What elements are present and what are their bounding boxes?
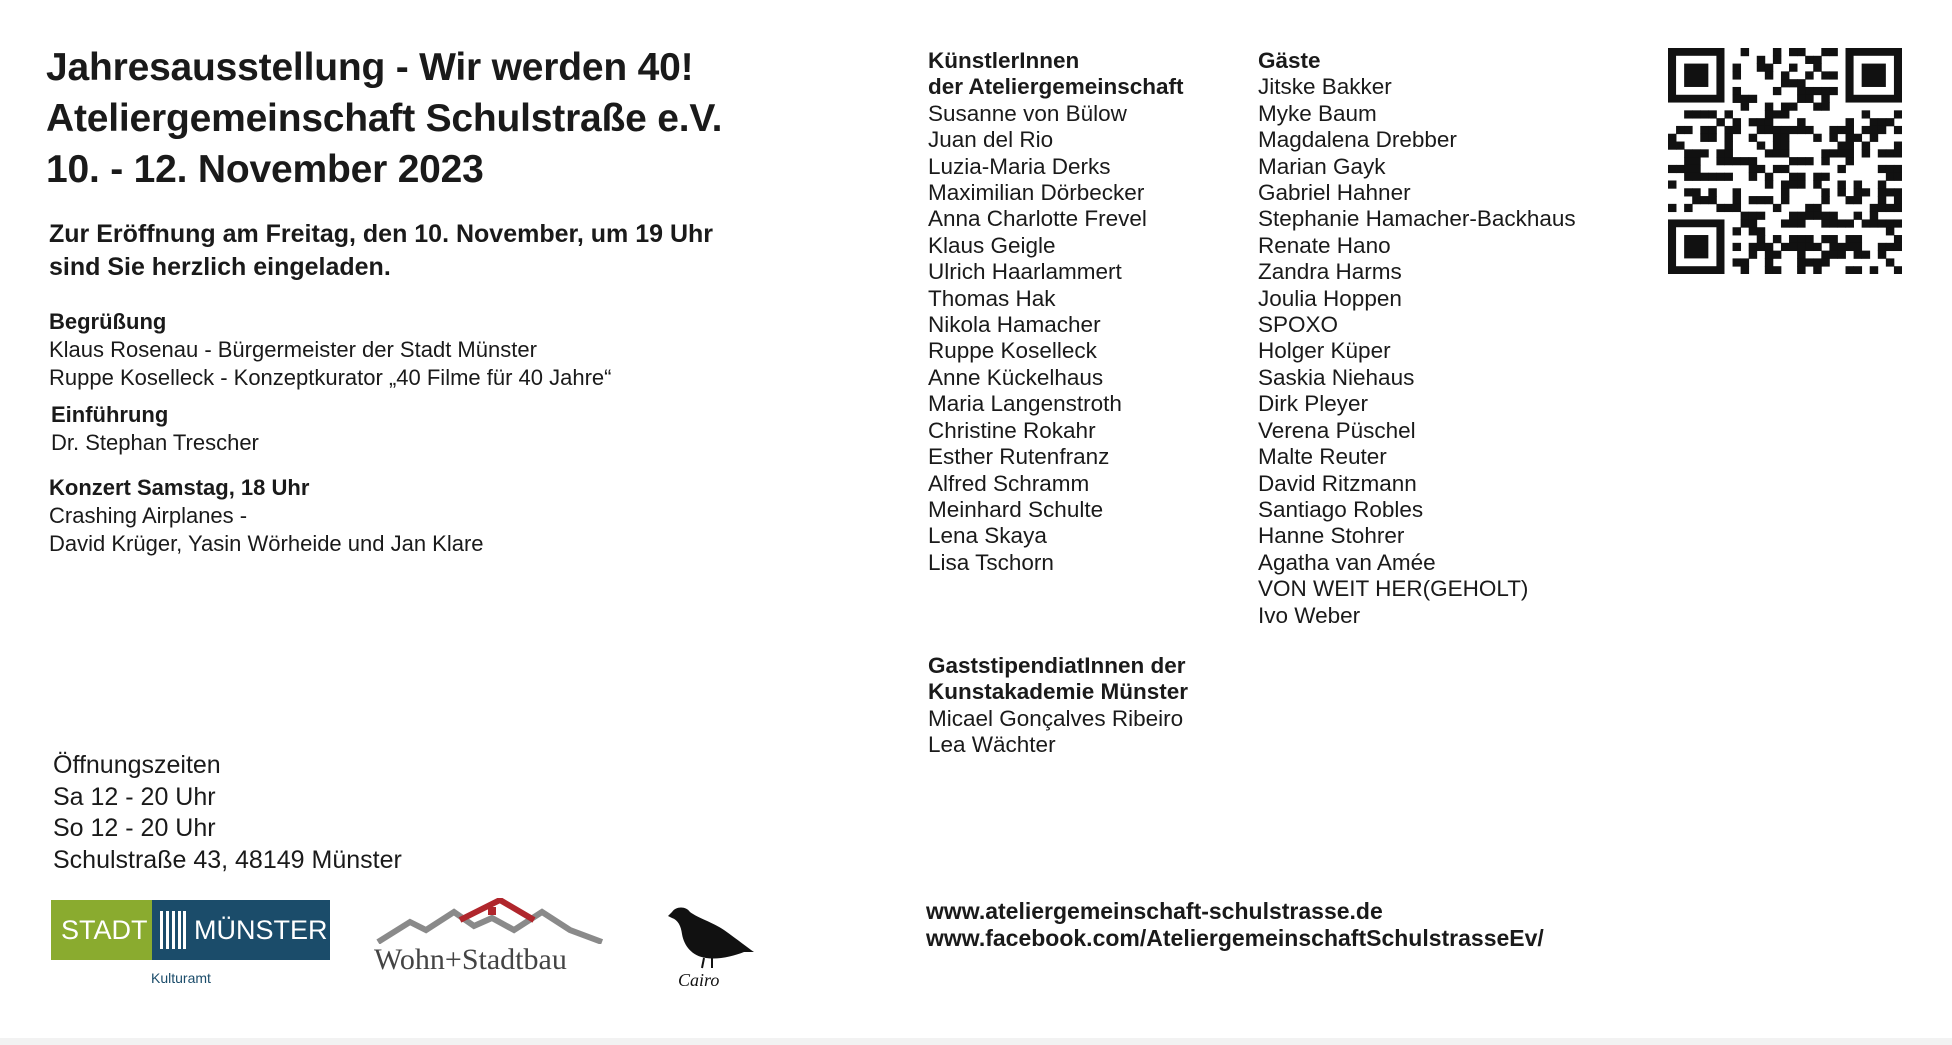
person-name: Lisa Tschorn: [928, 549, 1054, 575]
person-name: Micael Gonçalves Ribeiro: [928, 705, 1184, 731]
invitation-line-2: sind Sie herzlich eingeladen.: [49, 253, 391, 281]
person-name: Holger Küper: [1258, 338, 1391, 364]
person-name: Nikola Hamacher: [928, 312, 1101, 338]
introduction-section: [51, 401, 259, 457]
person-name: Maximilian Dörbecker: [928, 180, 1145, 206]
person-name: Gabriel Hahner: [1258, 180, 1411, 206]
invitation-line-1: Zur Eröffnung am Freitag, den 10. November, um 19 Uhr: [49, 220, 714, 248]
website-link[interactable]: www.ateliergemeinschaft-schulstrasse.de: [926, 898, 1383, 924]
person-name: Luzia-Maria Derks: [928, 153, 1111, 179]
artists-heading: KünstlerInnen: [928, 48, 1080, 73]
person-name: Saskia Niehaus: [1258, 364, 1415, 390]
person-name: Alfred Schramm: [928, 470, 1090, 496]
person-name: Ulrich Haarlammert: [928, 259, 1122, 285]
person-name: Myke Baum: [1258, 100, 1377, 126]
person-name: Lea Wächter: [928, 732, 1056, 758]
person-name: SPOXO: [1258, 312, 1339, 338]
greeting-section: [49, 308, 611, 392]
person-name: Agatha van Amée: [1258, 549, 1436, 575]
guests-heading: Gäste: [1258, 48, 1321, 73]
title-block: [46, 42, 722, 195]
title-line-1: Jahresausstellung - Wir werden 40!: [46, 46, 694, 89]
person-name: Anne Kückelhaus: [928, 364, 1104, 390]
scholars-heading: Kunstakademie Münster: [928, 679, 1189, 705]
bird-logo-icon: [668, 900, 758, 990]
person-name: Susanne von Bülow: [928, 100, 1127, 126]
address: Schulstraße 43, 48149 Münster: [53, 846, 402, 875]
person-name: Anna Charlotte Frevel: [928, 206, 1147, 232]
person-name: Stephanie Hamacher-Backhaus: [1258, 206, 1576, 232]
person-name: David Ritzmann: [1258, 470, 1417, 496]
title-line-3: 10. - 12. November 2023: [46, 148, 484, 191]
links-block: [926, 898, 1544, 952]
wohn-stadtbau-text: Wohn+Stadtbau: [374, 943, 567, 976]
opening-hours-label: Öffnungszeiten: [53, 751, 221, 779]
concert-section: [49, 474, 484, 558]
person-name: Marian Gayk: [1258, 153, 1386, 179]
artists-list: [928, 48, 1184, 576]
stadt-logo-right: MÜNSTER: [194, 915, 328, 945]
greeting-line: Klaus Rosenau - Bürgermeister der Stadt Münster: [49, 337, 537, 362]
opening-hours-saturday: Sa 12 - 20 Uhr: [53, 782, 216, 811]
concert-line: Crashing Airplanes -: [49, 503, 248, 528]
person-name: Verena Püschel: [1258, 417, 1416, 443]
qr-code-image: [1668, 48, 1902, 274]
person-name: Esther Rutenfranz: [928, 444, 1110, 470]
person-name: Meinhard Schulte: [928, 496, 1104, 522]
wohn-stadtbau-logo: [374, 898, 606, 978]
bottom-edge: [0, 1038, 1952, 1045]
person-name: Juan del Rio: [928, 127, 1054, 153]
greeting-label: Begrüßung: [49, 309, 167, 334]
person-name: Ivo Weber: [1258, 602, 1361, 628]
person-name: Renate Hano: [1258, 232, 1391, 258]
person-name: VON WEIT HER(GEHOLT): [1258, 576, 1529, 602]
introduction-label: Einführung: [51, 402, 169, 427]
person-name: Malte Reuter: [1258, 444, 1387, 470]
bird-signature: Cairo: [678, 970, 720, 990]
opening-hours-sunday: So 12 - 20 Uhr: [53, 814, 216, 843]
concert-label: Konzert Samstag, 18 Uhr: [49, 475, 310, 500]
title-line-2: Ateliergemeinschaft Schulstraße e.V.: [46, 97, 723, 140]
person-name: Magdalena Drebber: [1258, 127, 1457, 153]
person-name: Santiago Robles: [1258, 496, 1424, 522]
greeting-line: Ruppe Koselleck - Konzeptkurator „40 Filme für 40 Jahre“: [49, 365, 612, 390]
person-name: Christine Rokahr: [928, 417, 1096, 443]
person-name: Joulia Hoppen: [1258, 285, 1402, 311]
stadt-emblem-icon: [160, 909, 186, 951]
concert-line: David Krüger, Yasin Wörheide und Jan Klare: [49, 531, 484, 556]
person-name: Thomas Hak: [928, 285, 1056, 311]
houses-roof-icon: [374, 898, 606, 944]
person-name: Maria Langenstroth: [928, 391, 1122, 417]
scholars-heading: GaststipendiatInnen der: [928, 653, 1186, 678]
stadt-logo-left: STADT: [51, 900, 152, 960]
opening-hours: [53, 750, 402, 877]
person-name: Klaus Geigle: [928, 232, 1056, 258]
stadt-muenster-logo: [51, 900, 330, 990]
artists-heading: der Ateliergemeinschaft: [928, 74, 1184, 100]
guests-list: [1258, 48, 1576, 629]
stadt-logo-subtitle: Kulturamt: [151, 970, 211, 986]
facebook-link[interactable]: www.facebook.com/AteliergemeinschaftSchulstrasseEv/: [926, 925, 1544, 951]
person-name: Zandra Harms: [1258, 259, 1402, 285]
person-name: Lena Skaya: [928, 523, 1047, 549]
person-name: Dirk Pleyer: [1258, 391, 1369, 417]
invitation-text: [49, 218, 713, 284]
introduction-speaker: Dr. Stephan Trescher: [51, 430, 259, 455]
person-name: Hanne Stohrer: [1258, 523, 1405, 549]
scholars-list: [928, 653, 1188, 759]
person-name: Ruppe Koselleck: [928, 338, 1097, 364]
person-name: Jitske Bakker: [1258, 74, 1392, 100]
